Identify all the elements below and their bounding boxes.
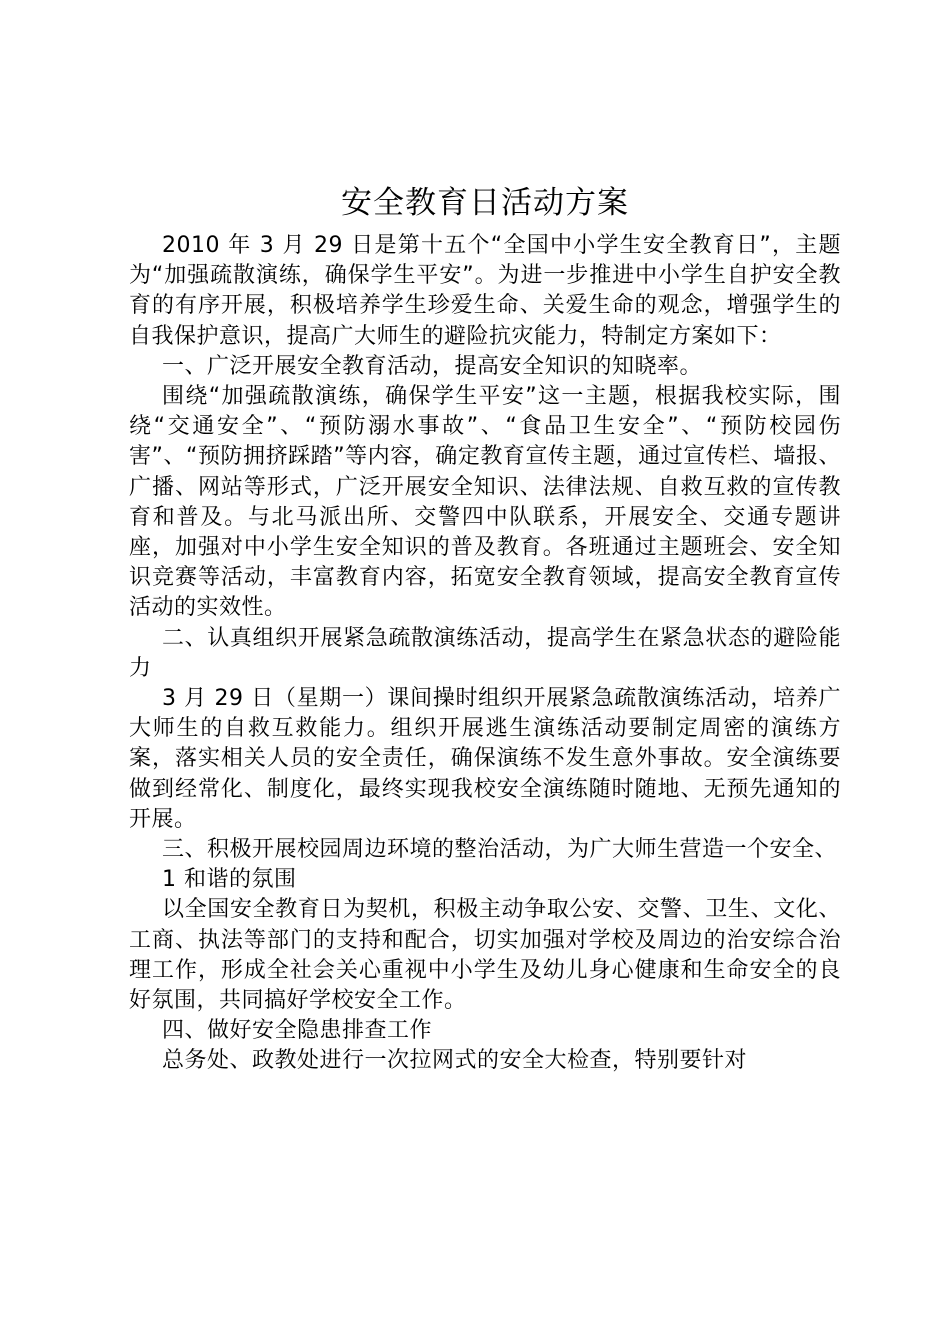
paragraph-section-1: 围绕“加强疏散演练，确保学生平安”这一主题，根据我校实际，围绕“交通安全”、“预防溺水事故”、“食品卫生安全”、“预防校园伤害”、“预防拥挤踩踏”等内容，确定教育宣传主题，通过宣传栏、墙报、广播、网站等形式，广泛开展安全知识、法律法规、自救互救的宣传教育和普及。与北马派出所、交警四中队联系，开展安全、交通专题讲座，加强对中小学生安全知识的普及教育。各班通过主题班会、安全知识竞赛等活动，丰富教育内容，拓宽安全教育领域，提高安全教育宣传活动的实效性。 — [129, 384, 841, 621]
section-heading-1: 一、广泛开展安全教育活动，提高安全知识的知晓率。 — [162, 353, 703, 379]
section-heading-3: 三、积极开展校园周边环境的整治活动，为广大师生营造一个安全、 — [162, 837, 838, 863]
paragraph-section-2: 3 月 29 日（星期一）课间操时组织开展紧急疏散演练活动，培养广大师生的自救互救能力。组织开展逃生演练活动要制定周密的演练方案，落实相关人员的安全责任，确保演练不发生意外事故。安全演练要做到经常化、制度化，最终实现我校安全演练随时随地、无预先通知的开展。 — [129, 686, 841, 832]
section-heading-4: 四、做好安全隐患排查工作 — [162, 1018, 433, 1044]
document-body — [129, 183, 841, 1077]
paragraph-section-3: 以全国安全教育日为契机，积极主动争取公安、交警、卫生、文化、工商、执法等部门的支持和配合，切实加强对学校及周边的治安综合治理工作，形成全社会关心重视中小学生及幼儿身心健康和生命安全的良好氛围，共同搞好学校安全工作。 — [129, 897, 841, 1014]
document-title: 安全教育日活动方案 — [341, 185, 629, 221]
section-heading-3-continued: 1 和谐的氛围 — [162, 867, 297, 893]
paragraph-intro: 2010 年 3 月 29 日是第十五个“全国中小学生安全教育日”，主题为“加强疏散演练，确保学生平安”。为进一步推进中小学生自护安全教育的有序开展，积极培养学生珍爱生命、关爱生命的观念，增强学生的自我保护意识，提高广大师生的避险抗灾能力，特制定方案如下： — [129, 233, 841, 349]
paragraph-section-4: 总务处、政教处进行一次拉网式的安全大检查，特别要针对 — [162, 1048, 748, 1074]
section-heading-2: 二、认真组织开展紧急疏散演练活动，提高学生在紧急状态的避险能力 — [129, 625, 841, 681]
